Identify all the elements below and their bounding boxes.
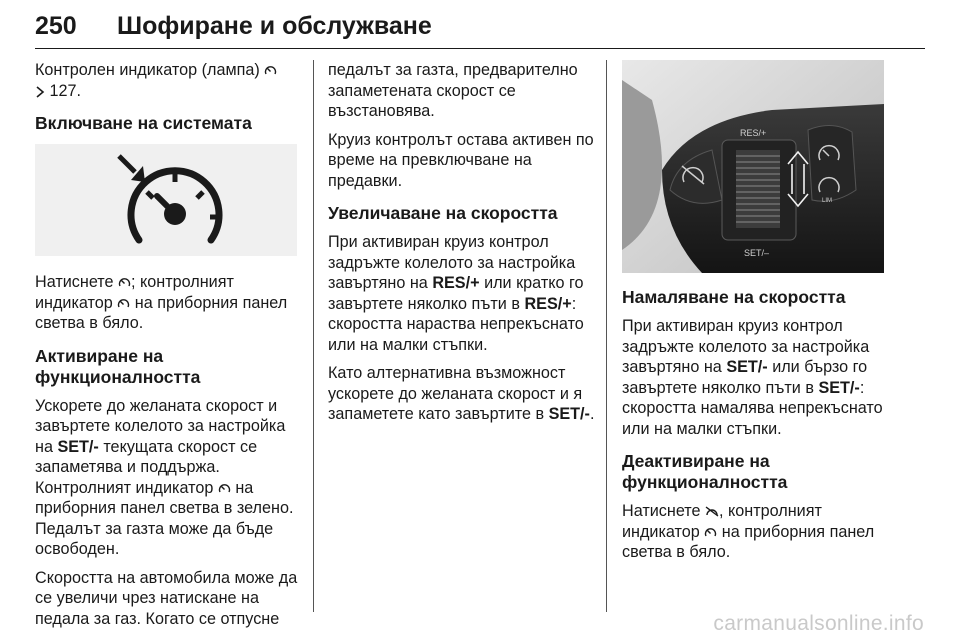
column-divider	[606, 60, 607, 612]
wheel-set-label: SET/–	[744, 248, 770, 258]
column-right	[622, 60, 892, 571]
deactivate-text-c: на приборния панел светва в бяло.	[622, 522, 875, 561]
cruise-control-icon	[118, 276, 131, 289]
watermark: carmanualsonline.info	[713, 612, 924, 635]
heading-deactivate: Деактивиране на функционалността	[622, 451, 788, 492]
period: .	[589, 405, 595, 423]
alternative-paragraph	[328, 363, 606, 425]
speed-paragraph: Скоростта на автомобила може да се увеличи чрез натискане на педала за газ. Когато се отпусне	[35, 568, 298, 628]
page-reference-icon	[35, 86, 45, 98]
deactivate-text-b: , контролният индикатор	[622, 502, 822, 541]
press-text-b: ; контролният	[131, 273, 234, 291]
steering-wheel-photo	[622, 60, 884, 273]
indicator-text-b: на приборния панел	[134, 293, 288, 312]
active-paragraph: Круиз контролът остава активен по време на превключване на предавки.	[328, 130, 594, 190]
cruise-control-icon	[264, 64, 277, 77]
activate-paragraph	[35, 396, 300, 560]
wheel-lim-label: LIM	[822, 198, 833, 204]
deactivate-paragraph	[622, 501, 892, 563]
increase-text-a: При активиран круиз контрол задръжте колелото за настройка завъртяно на	[328, 233, 576, 292]
cruise-control-icon	[35, 144, 297, 256]
wheel-res-label: RES/+	[740, 128, 767, 138]
page-header	[35, 8, 925, 49]
page-number: 250	[35, 12, 77, 40]
set-minus-label: SET/-	[726, 358, 768, 376]
page-reference: 127.	[49, 81, 82, 100]
activate-text-c: на приборния панел светва в зелено. Педалът за газта може да бъде освободен.	[35, 478, 294, 558]
decrease-text-c: скоростта намалява непрекъснато или на малки стъпки.	[622, 399, 883, 438]
increase-text-c: скоростта нараства непрекъснато или на малки стъпки.	[328, 315, 584, 354]
cruise-control-icon	[218, 482, 231, 495]
indicator-text-c: светва в бяло.	[35, 314, 144, 332]
column-middle	[328, 60, 606, 433]
res-plus-label: RES/+	[432, 274, 480, 292]
press-text: Натиснете	[35, 273, 114, 291]
page-title: Шофиране и обслужване	[117, 12, 432, 40]
intro-paragraph	[35, 60, 300, 101]
column-left	[35, 60, 300, 637]
res-plus-label: RES/+	[524, 294, 572, 313]
increase-text-b: или кратко го завъртете няколко пъти в	[328, 274, 584, 313]
set-minus-label: SET/-	[57, 437, 99, 456]
decrease-text-a: При активиран круиз контрол задръжте колелото за настройка завъртяно на	[622, 317, 870, 376]
set-minus-label: SET/-	[548, 405, 590, 423]
alternative-text: Като алтернативна възможност ускорете до желаната скорост и я запаметете като завъртите в	[328, 364, 583, 423]
indicator-text: индикатор	[35, 293, 113, 312]
heading-system-on: Включване на системата	[35, 113, 252, 133]
colon: :	[859, 378, 865, 397]
continue-paragraph: педалът за газта, предварително запаметената скорост се възстановява.	[328, 61, 578, 120]
cruise-control-icon	[704, 526, 717, 539]
deactivate-text-a: Натиснете	[622, 502, 701, 520]
intro-text: Контролен индикатор (лампа)	[35, 61, 260, 79]
heading-increase: Увеличаване на скоростта	[328, 203, 558, 223]
activate-text-a: Ускорете до желаната скорост и завъртете колелото за настройка на	[35, 396, 286, 456]
column-divider	[313, 60, 314, 612]
cruise-control-icon	[117, 297, 130, 310]
press-paragraph	[35, 272, 300, 334]
cruise-control-figure	[35, 144, 297, 256]
heading-decrease: Намаляване на скоростта	[622, 287, 846, 307]
decrease-text-b: или бързо го завъртете няколко пъти в	[622, 358, 868, 397]
cruise-off-icon	[705, 505, 719, 518]
decrease-paragraph	[622, 316, 892, 439]
heading-activate: Активиране на функционалността	[35, 345, 201, 387]
increase-paragraph	[328, 232, 606, 355]
activate-text-b: текущата скорост се запаметява и поддържа. Контролният индикатор	[35, 437, 258, 497]
colon: :	[571, 294, 577, 313]
set-minus-label: SET/-	[818, 378, 860, 397]
